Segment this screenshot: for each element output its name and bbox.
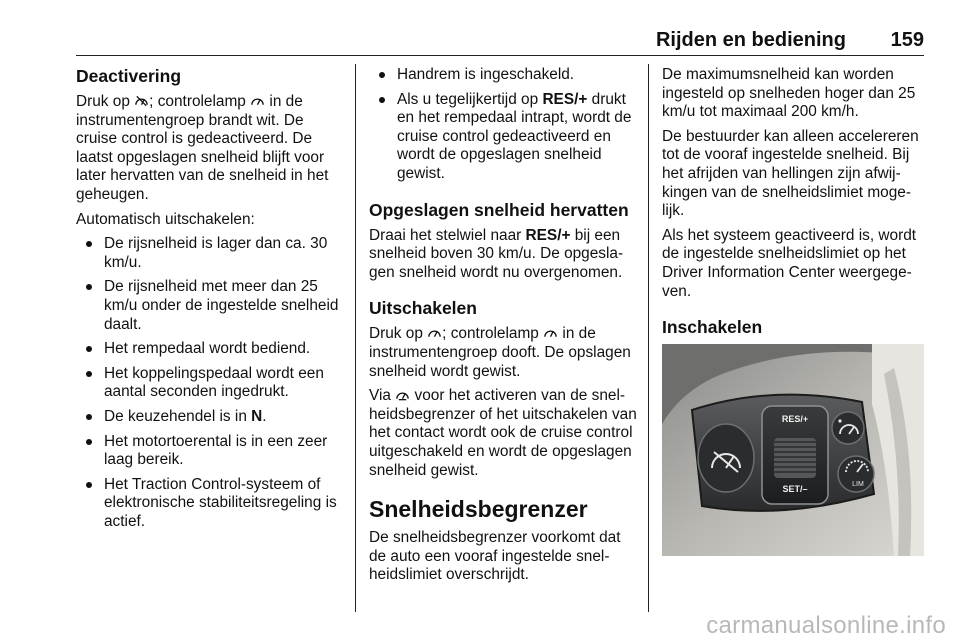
column-divider-2 (648, 64, 649, 612)
paragraph-bestuurder: De bestuurder kan alleen accelereren tot de vooraf ingestelde snelheid. Bij het afrijden van hellingen zijn afwijkingen van de snelheidslimiet mogelijk. (662, 127, 919, 220)
heading-snelheidsbegrenzer: Snelheidsbegrenzer (369, 496, 588, 523)
column-2 (369, 66, 639, 591)
res-plus-label: RES/+ (542, 90, 588, 108)
gear-position-n: N (251, 407, 263, 425)
heading-inschakelen: Inschakelen (662, 317, 763, 338)
text-segment: bij een snelheid boven 30 km/u. De opgeslagen snelheid wordt nu overgenomen. (369, 226, 624, 281)
list-item: De rijsnelheid is lager dan ca. 30 km/u. (76, 235, 346, 272)
cruise-control-lamp-icon (543, 326, 558, 339)
list-item: Het Traction Control-systeem of elektronische stabiliteitsregeling is actief. (76, 476, 346, 532)
cruise-control-lamp-icon (250, 94, 265, 107)
cruise-cancel-icon (134, 94, 149, 107)
list-item (76, 408, 346, 427)
column-3 (662, 66, 924, 556)
res-plus-label: RES/+ (525, 226, 571, 244)
list-item: Handrem is ingeschakeld. (369, 66, 639, 85)
list-item: Het koppelingspedaal wordt een aantal seconden ingedrukt. (76, 365, 346, 402)
cruise-control-button-icon (427, 326, 442, 339)
steering-wheel-controls-photo (662, 344, 924, 556)
heading-deactivering: Deactivering (76, 66, 182, 86)
page-header (76, 26, 924, 56)
text-segment: De keuzehendel is in (104, 407, 252, 425)
list-item: Het rempedaal wordt bediend. (76, 340, 346, 359)
heading-uitschakelen: Uitschakelen (369, 298, 477, 319)
text-segment: ; controlelamp (442, 325, 544, 343)
paragraph-deactivering (76, 93, 346, 205)
text-segment: in de instrumentengroep brandt wit. De cruise control is gedeactiveerd. De laatst opgeslagen snelheid blijft voor later hervatten van de snelheid in het geheugen. (76, 93, 329, 203)
text-segment: Via (369, 387, 396, 405)
header-divider (76, 55, 924, 56)
column-1 (76, 66, 346, 537)
paragraph-hervatten (369, 227, 639, 283)
paragraph-geactiveerd: Als het systeem geactiveerd is, wordt de ingestelde snelheidslimiet op het Driver Information Center weergegeven. (662, 226, 917, 300)
paragraph-automatisch: Automatisch uitschakelen: (76, 210, 255, 228)
list-item: Het motortoerental is in een zeer laag bereik. (76, 433, 346, 470)
text-segment: Draai het stelwiel naar (369, 226, 526, 244)
paragraph-maximumsnelheid: De maximumsnelheid kan worden ingesteld op snelheden hoger dan 25 km/u tot maximaal 200 km/h. (662, 66, 916, 121)
text-segment: Druk op (369, 325, 428, 343)
paragraph-via (369, 387, 639, 480)
section-title: Rijden en bediening (655, 29, 846, 51)
list-item (369, 91, 639, 184)
speed-limiter-icon (395, 388, 410, 401)
bullet-list-2 (369, 66, 639, 184)
text-segment: voor het activeren van de snelheidsbegrenzer of het uitschakelen van het contact wordt ook de cruise control uitgeschakeld en wordt de opgeslagen snelheid gewist. (369, 387, 637, 479)
lim-button-label: LIM (852, 481, 864, 489)
text-segment: . (262, 407, 267, 425)
set-minus-button-label: SET/– (782, 484, 808, 495)
text-segment: in de instrumentengroep dooft. De opslagen snelheid wordt gewist. (369, 325, 631, 380)
text-segment: drukt en het rempedaal intrapt, wordt de cruise control gedeactiveerd en wordt de opgeslagen snelheid gewist. (397, 90, 632, 182)
heading-hervatten: Opgeslagen snelheid hervatten (369, 199, 629, 220)
paragraph-begrenzer: De snelheidsbegrenzer voorkomt dat de auto een vooraf ingestelde snelheidslimiet overschrijdt. (369, 529, 621, 584)
text-segment: Als u tegelijkertijd op (397, 90, 543, 108)
column-divider-1 (355, 64, 356, 612)
res-plus-button-label: RES/+ (781, 414, 809, 425)
list-item: De rijsnelheid met meer dan 25 km/u onder de ingestelde snelheid daalt. (76, 278, 346, 334)
text-segment: ; controlelamp (149, 93, 251, 110)
page-number: 159 (890, 29, 924, 51)
text-segment: Druk op (76, 93, 135, 110)
paragraph-uitschakelen (369, 325, 639, 381)
bullet-list-1 (76, 235, 346, 531)
watermark-text: carmanualsonline.info (706, 612, 946, 639)
